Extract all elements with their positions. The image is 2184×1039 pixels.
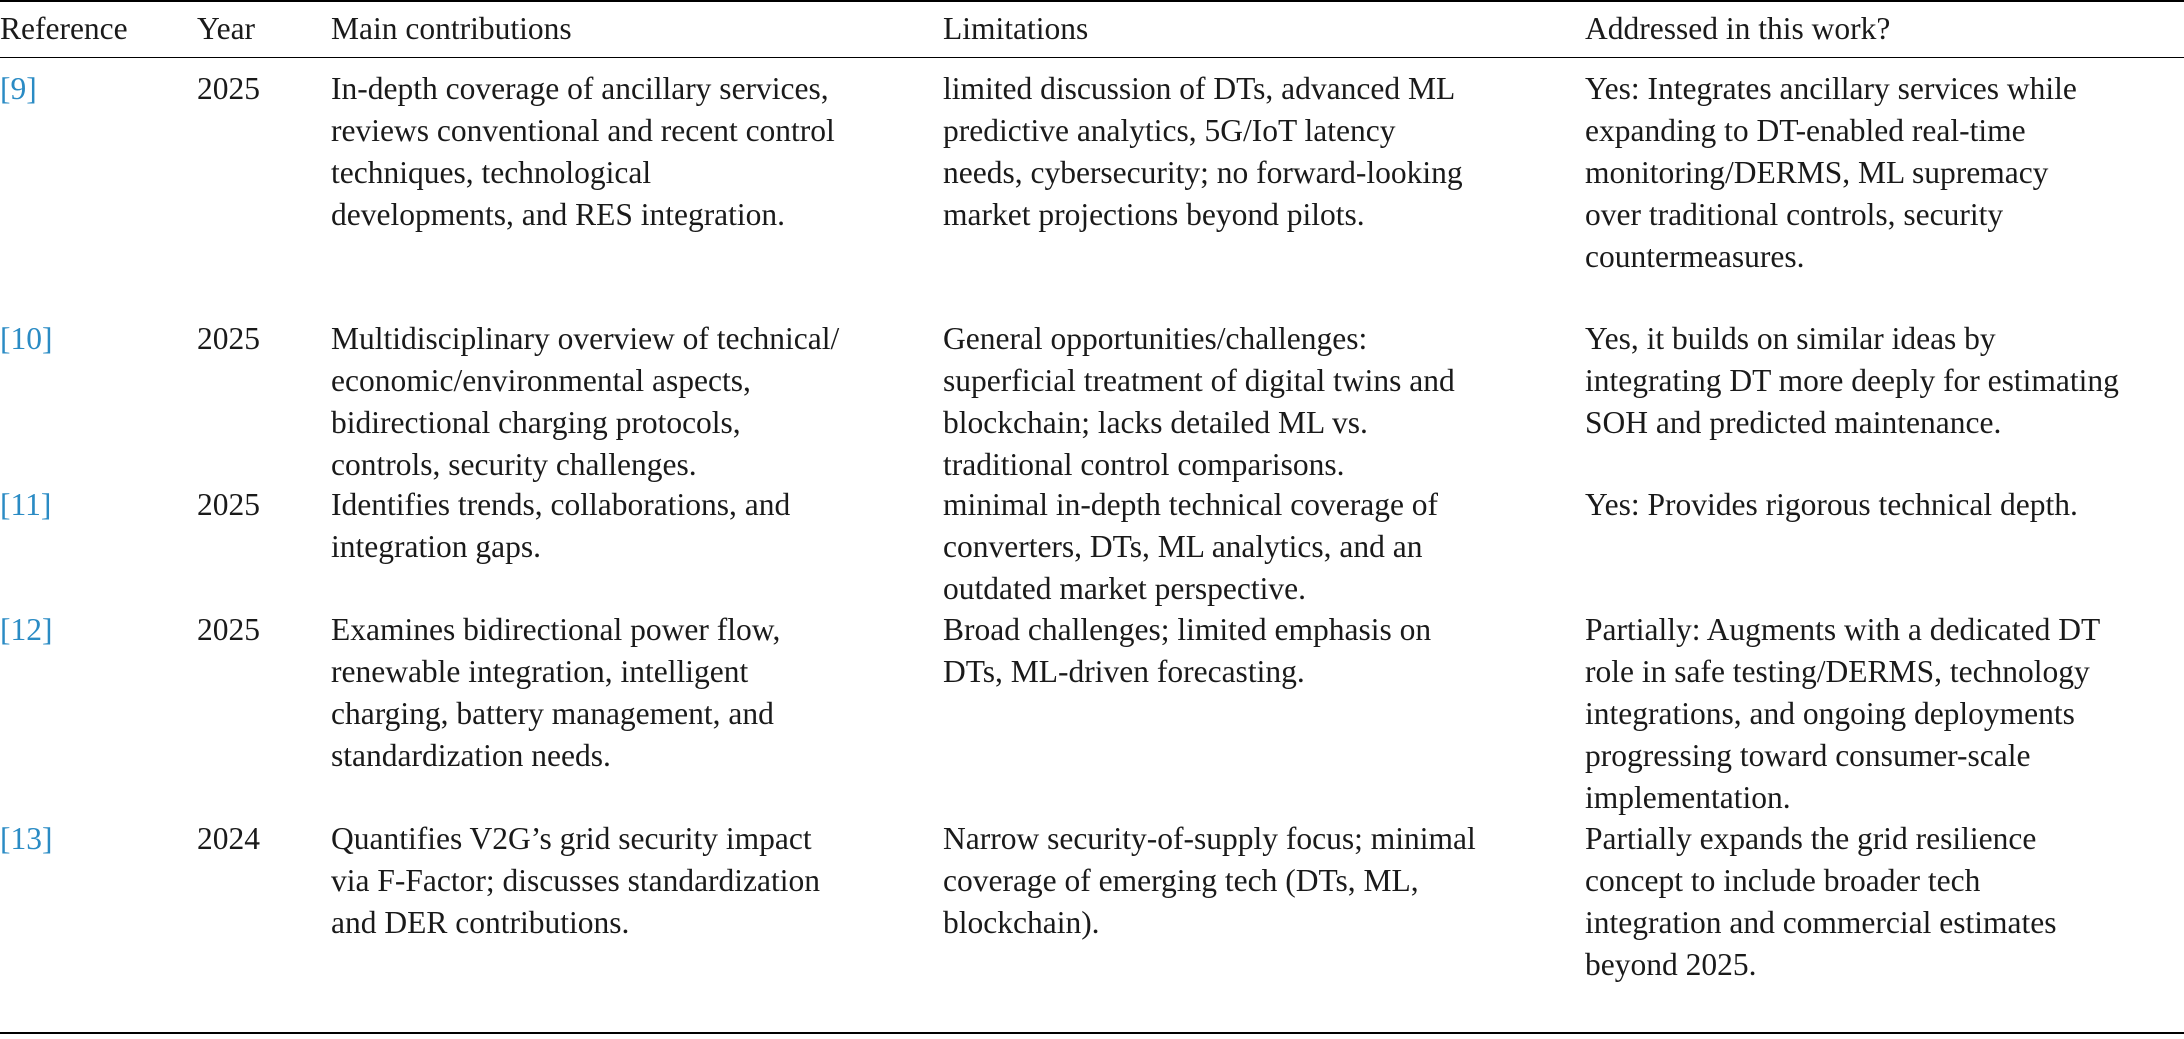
main-contributions-cell	[331, 318, 839, 486]
cell-line: countermeasures.	[1585, 239, 1805, 274]
cell-line: progressing toward consumer-scale	[1585, 738, 2031, 773]
year-cell: 2025	[197, 71, 260, 106]
cell-line: integrating DT more deeply for estimating	[1585, 363, 2119, 398]
cell-line: techniques, technological	[331, 155, 652, 190]
cell-line: role in safe testing/DERMS, technology	[1585, 654, 2090, 689]
cell-line: DTs, ML-driven forecasting.	[943, 654, 1305, 689]
cell-line: reviews conventional and recent control	[331, 113, 835, 148]
cell-line: integration gaps.	[331, 529, 541, 564]
limitations-cell	[943, 818, 1476, 944]
table-bottom-rule	[0, 1032, 2184, 1034]
cell-line: In-depth coverage of ancillary services,	[331, 71, 829, 106]
main-contributions-cell	[331, 484, 790, 568]
cell-line: via F-Factor; discusses standardization	[331, 863, 821, 898]
cell-line: superficial treatment of digital twins and	[943, 363, 1455, 398]
cell-line: Broad challenges; limited emphasis on	[943, 612, 1432, 647]
reference-link[interactable]: [11]	[0, 487, 52, 522]
cell-line: charging, battery management, and	[331, 696, 774, 731]
cell-line: Quantifies V2G’s grid security impact	[331, 821, 812, 856]
reference-link[interactable]: [10]	[0, 321, 53, 356]
header-rule	[0, 57, 2184, 58]
main-contributions-cell	[331, 818, 820, 944]
header-addressed: Addressed in this work?	[1585, 11, 1891, 46]
main-contributions-cell	[331, 68, 835, 236]
cell-line: minimal in-depth technical coverage of	[943, 487, 1439, 522]
cell-line: outdated market perspective.	[943, 571, 1306, 606]
cell-line: expanding to DT-enabled real-time	[1585, 113, 2026, 148]
cell-line: concept to include broader tech	[1585, 863, 1981, 898]
addressed-cell	[1585, 609, 2100, 819]
cell-line: Yes, it builds on similar ideas by	[1585, 321, 1996, 356]
main-contributions-cell	[331, 609, 780, 777]
reference-link[interactable]: [12]	[0, 612, 53, 647]
cell-line: integration and commercial estimates	[1585, 905, 2057, 940]
cell-line: Examines bidirectional power flow,	[331, 612, 781, 647]
addressed-cell	[1585, 68, 2077, 278]
cell-line: integrations, and ongoing deployments	[1585, 696, 2075, 731]
cell-line: controls, security challenges.	[331, 447, 697, 482]
reference-link[interactable]: [9]	[0, 71, 37, 106]
header-limitations: Limitations	[943, 11, 1089, 46]
year-cell: 2025	[197, 612, 260, 647]
cell-line: standardization needs.	[331, 738, 611, 773]
limitations-cell	[943, 484, 1438, 610]
cell-line: renewable integration, intelligent	[331, 654, 749, 689]
limitations-cell	[943, 68, 1463, 236]
cell-line: predictive analytics, 5G/IoT latency	[943, 113, 1396, 148]
cell-line: and DER contributions.	[331, 905, 630, 940]
cell-line: limited discussion of DTs, advanced ML	[943, 71, 1456, 106]
cell-line: blockchain; lacks detailed ML vs.	[943, 405, 1368, 440]
cell-line: Yes: Integrates ancillary services while	[1585, 71, 2077, 106]
year-cell: 2025	[197, 487, 260, 522]
cell-line: monitoring/DERMS, ML supremacy	[1585, 155, 2049, 190]
cell-line: developments, and RES integration.	[331, 197, 786, 232]
table-top-rule	[0, 0, 2184, 2]
reference-link[interactable]: [13]	[0, 821, 53, 856]
cell-line: over traditional controls, security	[1585, 197, 2004, 232]
cell-line: traditional control comparisons.	[943, 447, 1345, 482]
cell-line: blockchain).	[943, 905, 1100, 940]
cell-line: coverage of emerging tech (DTs, ML,	[943, 863, 1419, 898]
limitations-cell	[943, 318, 1455, 486]
cell-line: converters, DTs, ML analytics, and an	[943, 529, 1423, 564]
cell-line: economic/environmental aspects,	[331, 363, 751, 398]
cell-line: Partially: Augments with a dedicated DT	[1585, 612, 2101, 647]
cell-line: market projections beyond pilots.	[943, 197, 1365, 232]
cell-line: Identifies trends, collaborations, and	[331, 487, 791, 522]
cell-line: implementation.	[1585, 780, 1791, 815]
year-cell: 2025	[197, 321, 260, 356]
cell-line: Partially expands the grid resilience	[1585, 821, 2037, 856]
cell-line: General opportunities/challenges:	[943, 321, 1368, 356]
cell-line: Multidisciplinary overview of technical/	[331, 321, 840, 356]
cell-line: bidirectional charging protocols,	[331, 405, 741, 440]
header-main-contributions: Main contributions	[331, 11, 572, 46]
limitations-cell	[943, 609, 1431, 693]
year-cell: 2024	[197, 821, 260, 856]
addressed-cell	[1585, 318, 2119, 444]
cell-line: Narrow security-of-supply focus; minimal	[943, 821, 1476, 856]
addressed-cell	[1585, 484, 2078, 526]
cell-line: needs, cybersecurity; no forward-looking	[943, 155, 1463, 190]
cell-line: SOH and predicted maintenance.	[1585, 405, 2002, 440]
cell-line: beyond 2025.	[1585, 947, 1757, 982]
addressed-cell	[1585, 818, 2056, 986]
header-year: Year	[197, 11, 256, 46]
header-reference: Reference	[0, 11, 128, 46]
cell-line: Yes: Provides rigorous technical depth.	[1585, 487, 2078, 522]
